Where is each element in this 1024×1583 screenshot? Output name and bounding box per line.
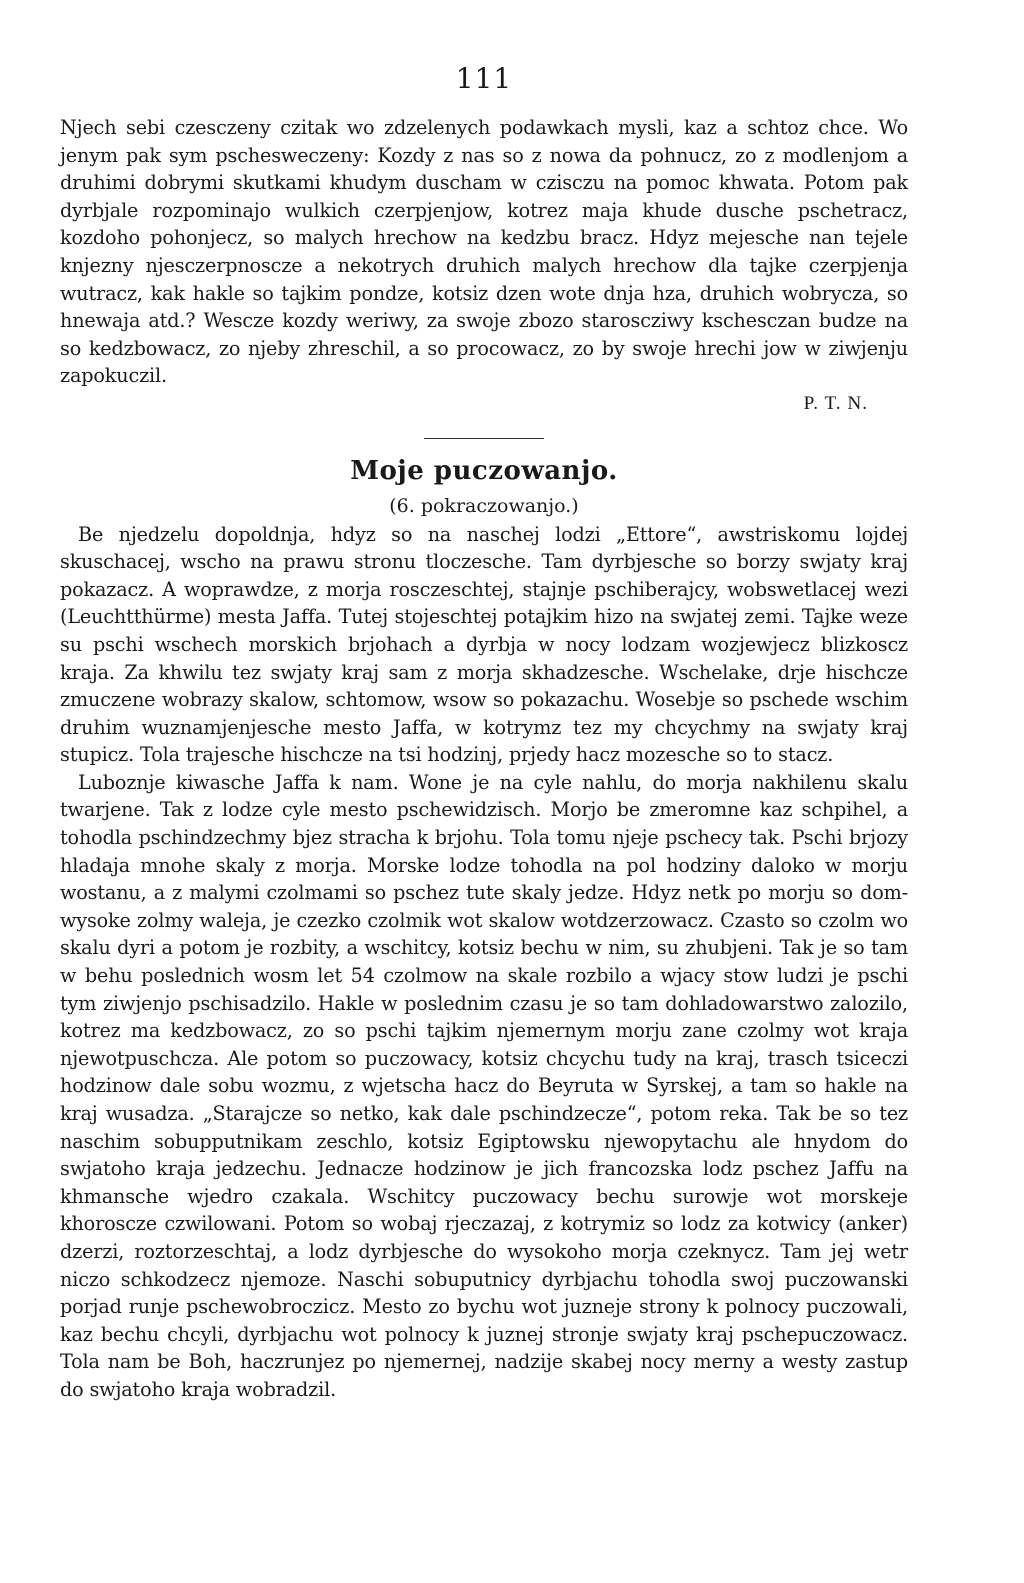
section-subtitle: (6. pokraczowanjo.) [389,494,579,517]
body-paragraph-1-text: Be njedzelu dopoldnja, hdyz so na naschej lodzi „Ettore“, awstriskomu lojdej skuschacej, wscho na prawu stronu tloczesche. Tam dyrbjesche so borzy swjaty kraj pokazacz. A woprawdze, z morja rosczeschtej, stajnje pschiberajcy, wobswetlacej wezi (Leuchtthürme) mesta Jaffa. Tutej stojeschtej potajkim hizo na swjatej zemi. Tajke weze su pschi wschech morskich brjohach a dyrbja w nocy lodzam wozjewjecz blizkoscz kraja. Za khwilu tez swjaty kraj sam z morja skhadzesche. Wschelake, drje hischcze zmuczene wobrazy skalow, schtomow, wsow so pokazachu. Wosebje so pschede wschim druhim wuznamjenjesche mesto Jaffa, w kotrymz tez my chcychmy na swjaty kraj stupicz. Tola trajesche hischcze na tsi hodzinj, prjedy hacz mozesche so to stacz. [60,522,908,767]
page [60,62,908,1404]
body-paragraph-2 [60,769,908,1404]
section-title: Moje puczowanjo. [350,455,618,486]
intro-block [60,114,908,418]
signature: P. T. N. [803,392,868,414]
page-number: 111 [455,62,513,95]
body-paragraph-2-text: Luboznje kiwasche Jaffa k nam. Wone je na cyle nahlu, do morja nakhilenu skalu twarjene. Tak z lodze cyle mesto pschewidzisch. Morjo be zmeromne kaz schpihel, a tohodla pschindzechmy bjez stracha k brjohu. Tola tomu njeje pschecy tak. Pschi brjozy hladaja mnohe skaly z morja. Morske lodze tohodla na pol hodziny daloko w morju wostanu, a z malymi czolmami so pschez tute skaly jedze. Hdyz netk po morju so dom-wysoke zolmy waleja, je czezko czolmik wot skalow wotdzerzowacz. Czasto so czolm wo skalu dyri a potom je rozbity, a wschitcy, kotsiz bechu w nim, su zhubjeni. Tak je so tam w behu poslednich wosm let 54 czolmow na skale rozbilo a wjacy stow ludzi je pschi tym ziwjenjo pschisadzilo. Hakle w poslednim czasu je so tam dohladowarstwo zalozilo, kotrez ma kedzbowacz, zo so pschi tajkim njemernym morju zane czolmy wot kraja njewotpuschcza. Ale potom so puczowacy, kotsiz chcychu tudy na kraj, trasch tsiceczi hodzinow dale sobu wozmu, z wjetscha hacz do Beyruta w Syrskej, a tam so hakle na kraj wusadza. „Starajcze so netko, kak dale pschindzecze“, potom reka. Tak be so tez naschim sobupputnikam zeschlo, kotsiz Egiptowsku njewopytachu ale hnydom do swjatoho kraja jedzechu. Jednacze hodzinow je jich francozska lodz pschez Jaffu na khmansche wjedro czakala. Wschitcy puczowacy bechu surowje wot morskeje khoroscze czwilowani. Potom so wobaj rjeczazaj, z kotrymiz so lodz za kotwicy (anker) dzerzi, roztorzeschtaj, a lodz dyrbjesche do wysokoho morja czeknycz. Tam jej wetr niczo schkodzecz njemoze. Naschi sobuputnicy dyrbjachu tohodla swoj puczowanski porjad runje pschewobroczicz. Mesto zo bychu wot juzneje strony k polnocy puczowali, kaz bechu chcyli, dyrbjachu wot polnocy k juznej stronje swjaty kraj pschepuczowacz. Tola nam be Boh, haczrunjez po njemernej, nadzije skabej nocy merny a westy zastup do swjatoho kraja wobradzil. [60,770,908,1401]
intro-paragraph: Njech sebi czesczeny czitak wo zdzelenych podawkach mysli, kaz a schtoz chce. Wo jenym pak sym pschesweczeny: Kozdy z nas so z nowa da pohnucz, zo z modlenjom a druhimi dobrymi skutkami khudym duscham w czisczu na pomoc khwata. Potom pak dyrbjale rozpominajo wulkich czerpjenjow, kotrez maja khude dusche pschetracz, kozdoho pohonjecz, so malych hrechow na kedzbu bracz. Hdyz mejesche nan tejele knjezny njesczerpnosczе a nekotrych druhich malych hrechow dla tajke czerpjenja wutracz, kak hakle so tajkim pondze, kotsiz dzen wote dnja hza, druhich wobrycza, so hnewaja atd.? Wescze kozdy weriwy, za swoje zbozo staroscziwy kschesczan budze na so kedzbowacz, zo njeby zhreschil, a so procowacz, zo by swoje hrechi jow w ziwjenju zapokuczil. [60,116,908,388]
body-paragraph-1 [60,521,908,769]
section-divider [424,438,544,439]
